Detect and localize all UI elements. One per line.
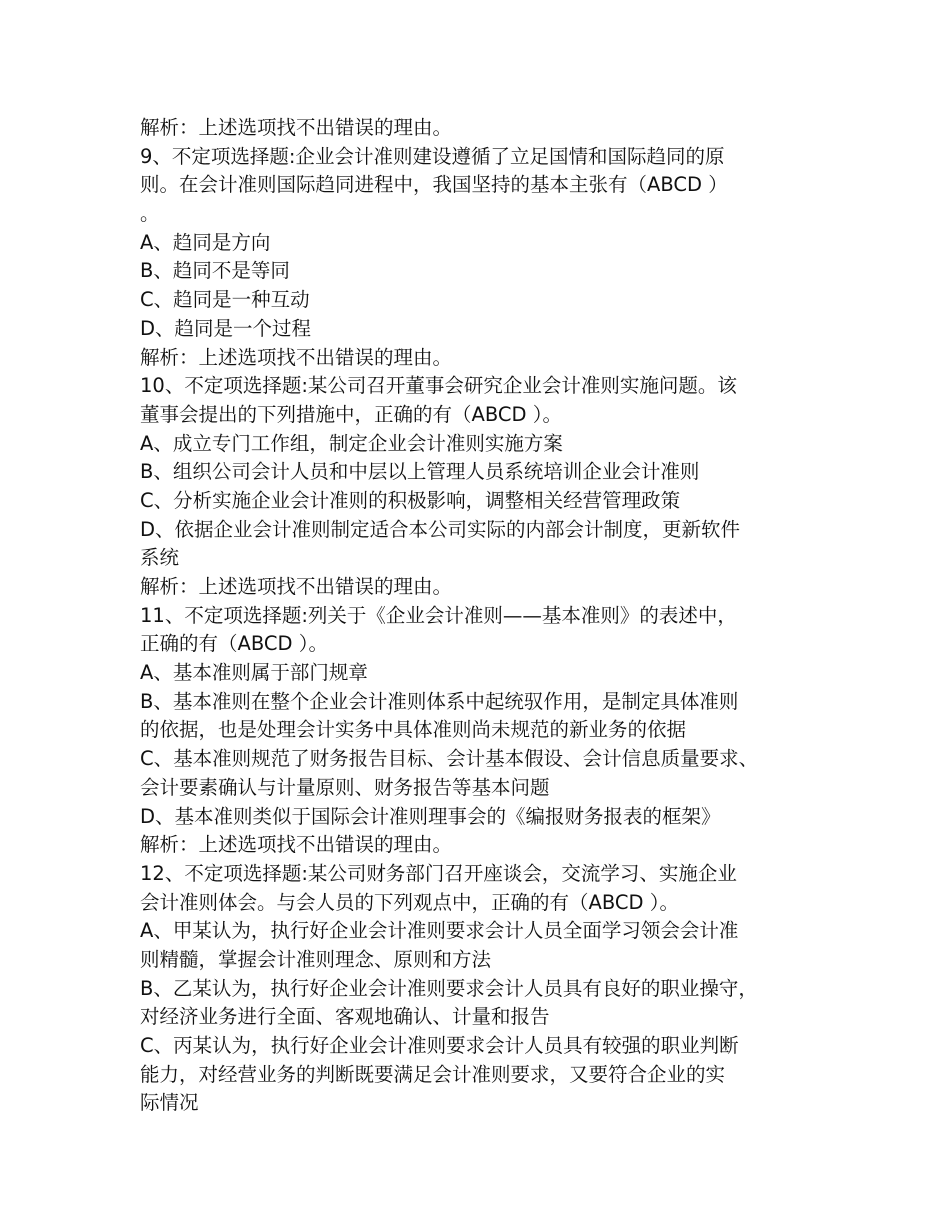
question-12-option-c: 际情况 [140,1091,199,1115]
question-9-option-a: A、趋同是方向 [140,230,271,254]
question-9-option-c: C、趋同是一种互动 [140,288,310,312]
question-12-line: 12、不定项选择题:某公司财务部门召开座谈会，交流学习、实施企业 [140,861,737,885]
question-12-line: 会计准则体会。与会人员的下列观点中，正确的有（ABCD ）。 [140,890,679,914]
question-12-option-c: C、丙某认为，执行好企业会计准则要求会计人员具有较强的职业判断 [140,1034,739,1057]
question-10-option-a: A、成立专门工作组，制定企业会计准则实施方案 [140,431,563,455]
question-10-option-d: D、依据企业会计准则制定适合本公司实际的内部会计制度，更新软件 [140,517,741,541]
question-11-line: 11、不定项选择题:列关于《企业会计准则——基本准则》的表述中， [140,603,737,627]
question-9-line: 9、不定项选择题:企业会计准则建设遵循了立足国情和国际趋同的原 [140,144,725,168]
question-9-line: 。 [140,202,160,226]
question-12-option-c: 能力，对经营业务的判断既要满足会计准则要求，又要符合企业的实 [140,1062,726,1086]
question-10-option-d: 系统 [140,546,180,570]
analysis-line: 解析：上述选项找不出错误的理由。 [140,116,453,139]
question-11-line: 正确的有（ABCD ）。 [140,632,328,656]
question-9-line: 则。在会计准则国际趋同进程中，我国坚持的基本主张有（ABCD ） [140,173,728,197]
question-9-option-d: D、趋同是一个过程 [140,316,312,340]
question-10-option-c: C、分析实施企业会计准则的积极影响，调整相关经营管理政策 [140,488,681,512]
question-12-option-b: 对经济业务进行全面、客观地确认、计量和报告 [140,1005,550,1029]
question-10-line: 10、不定项选择题:某公司召开董事会研究企业会计准则实施问题。该 [140,374,737,398]
question-12-option-a: A、甲某认为，执行好企业会计准则要求会计人员全面学习领会会计准 [140,919,739,943]
analysis-line: 解析：上述选项找不出错误的理由。 [140,833,453,857]
question-11-option-a: A、基本准则属于部门规章 [140,661,368,685]
question-11-option-b: B、基本准则在整个企业会计准则体系中起统驭作用，是制定具体准则 [140,689,739,713]
document-page [140,114,830,1118]
analysis-line: 解析：上述选项找不出错误的理由。 [140,575,453,598]
analysis-line: 解析：上述选项找不出错误的理由。 [140,345,453,369]
question-11-option-d: D、基本准则类似于国际会计准则理事会的《编报财务报表的框架》 [140,804,721,828]
question-11-option-c: 会计要素确认与计量原则、财务报告等基本问题 [140,775,550,799]
question-12-option-b: B、乙某认为，执行好企业会计准则要求会计人员具有良好的职业操守， [140,976,758,1000]
question-11-option-b: 的依据，也是处理会计实务中具体准则尚未规范的新业务的依据 [140,718,687,742]
question-12-option-a: 则精髓，掌握会计准则理念、原则和方法 [140,947,492,971]
question-11-option-c: C、基本准则规范了财务报告目标、会计基本假设、会计信息质量要求、 [140,747,759,771]
question-10-option-b: B、组织公司会计人员和中层以上管理人员系统培训企业会计准则 [140,460,700,484]
question-10-line: 董事会提出的下列措施中，正确的有（ABCD ）。 [140,402,562,426]
question-9-option-b: B、趋同不是等同 [140,259,290,283]
